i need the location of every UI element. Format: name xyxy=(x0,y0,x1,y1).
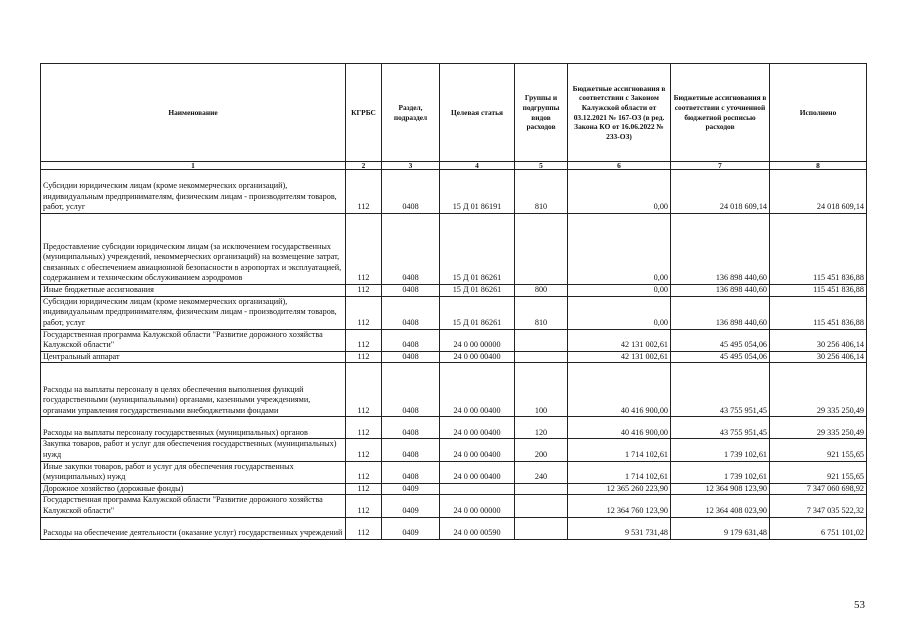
header-row xyxy=(41,64,867,162)
row-budget-law: 12 364 760 123,90 xyxy=(568,495,671,517)
row-budget-revised: 136 898 440,60 xyxy=(671,296,770,329)
table-row xyxy=(41,214,867,285)
row-kgrbs: 112 xyxy=(346,517,382,539)
row-executed: 115 451 836,88 xyxy=(770,285,867,297)
row-budget-law: 1 714 102,61 xyxy=(568,439,671,461)
row-executed: 6 751 101,02 xyxy=(770,517,867,539)
row-budget-law: 0,00 xyxy=(568,214,671,285)
column-number: 8 xyxy=(770,162,867,170)
table-row xyxy=(41,439,867,461)
header-kgrbs: КГРБС xyxy=(346,64,382,162)
row-executed: 921 155,65 xyxy=(770,461,867,483)
row-group xyxy=(515,214,568,285)
row-target: 24 0 00 00000 xyxy=(440,495,515,517)
row-section: 0408 xyxy=(382,296,440,329)
header-section: Раздел, подраздел xyxy=(382,64,440,162)
row-budget-revised: 9 179 631,48 xyxy=(671,517,770,539)
row-section: 0408 xyxy=(382,285,440,297)
row-executed: 29 335 250,49 xyxy=(770,417,867,439)
row-group xyxy=(515,351,568,363)
row-budget-revised: 45 495 054,06 xyxy=(671,351,770,363)
row-budget-revised: 45 495 054,06 xyxy=(671,329,770,351)
row-name: Иные закупки товаров, работ и услуг для обеспечения государственных (муниципальных) нужд xyxy=(41,461,346,483)
row-budget-revised: 43 755 951,45 xyxy=(671,417,770,439)
row-name: Центральный аппарат xyxy=(41,351,346,363)
column-number: 3 xyxy=(382,162,440,170)
row-budget-revised: 1 739 102,61 xyxy=(671,439,770,461)
row-group: 810 xyxy=(515,170,568,214)
row-target: 24 0 00 00400 xyxy=(440,439,515,461)
row-name: Субсидии юридическим лицам (кроме некоммерческих организаций), индивидуальным предпринимателям, физическим лицам - производителям товаров, работ, услуг xyxy=(41,296,346,329)
row-group: 800 xyxy=(515,285,568,297)
row-section: 0408 xyxy=(382,439,440,461)
row-executed: 7 347 060 698,92 xyxy=(770,483,867,495)
row-group xyxy=(515,483,568,495)
table-row xyxy=(41,461,867,483)
row-group: 100 xyxy=(515,363,568,417)
row-target: 24 0 00 00000 xyxy=(440,329,515,351)
row-budget-revised: 136 898 440,60 xyxy=(671,285,770,297)
row-name: Государственная программа Калужской области "Развитие дорожного хозяйства Калужской области" xyxy=(41,329,346,351)
row-group: 200 xyxy=(515,439,568,461)
row-budget-revised: 12 364 408 023,90 xyxy=(671,495,770,517)
row-name: Расходы на выплаты персоналу государственных (муниципальных) органов xyxy=(41,417,346,439)
header-name: Наименование xyxy=(41,64,346,162)
row-target: 24 0 00 00400 xyxy=(440,351,515,363)
row-budget-law: 42 131 002,61 xyxy=(568,329,671,351)
table-row xyxy=(41,483,867,495)
row-target: 15 Д 01 86261 xyxy=(440,296,515,329)
budget-table xyxy=(40,63,867,540)
table-row xyxy=(41,517,867,539)
row-group: 120 xyxy=(515,417,568,439)
row-kgrbs: 112 xyxy=(346,417,382,439)
row-executed: 29 335 250,49 xyxy=(770,363,867,417)
budget-table-sheet xyxy=(40,63,866,540)
row-kgrbs: 112 xyxy=(346,296,382,329)
row-section: 0409 xyxy=(382,495,440,517)
row-budget-law: 40 416 900,00 xyxy=(568,417,671,439)
row-section: 0408 xyxy=(382,170,440,214)
row-group: 810 xyxy=(515,296,568,329)
row-section: 0408 xyxy=(382,461,440,483)
table-row xyxy=(41,329,867,351)
row-executed: 921 155,65 xyxy=(770,439,867,461)
row-kgrbs: 112 xyxy=(346,461,382,483)
row-kgrbs: 112 xyxy=(346,329,382,351)
row-kgrbs: 112 xyxy=(346,214,382,285)
row-group xyxy=(515,517,568,539)
row-name: Закупка товаров, работ и услуг для обеспечения государственных (муниципальных) нужд xyxy=(41,439,346,461)
row-target: 15 Д 01 86261 xyxy=(440,285,515,297)
row-name: Дорожное хозяйство (дорожные фонды) xyxy=(41,483,346,495)
row-budget-revised: 43 755 951,45 xyxy=(671,363,770,417)
column-number: 5 xyxy=(515,162,568,170)
row-kgrbs: 112 xyxy=(346,483,382,495)
row-executed: 7 347 035 522,32 xyxy=(770,495,867,517)
row-section: 0408 xyxy=(382,363,440,417)
row-name: Расходы на выплаты персоналу в целях обеспечения выполнения функций государственными (муниципальными) органами, казенными учреждениями, органами управления государственными внебюджетными фондами xyxy=(41,363,346,417)
row-executed: 30 256 406,14 xyxy=(770,329,867,351)
column-number: 2 xyxy=(346,162,382,170)
row-kgrbs: 112 xyxy=(346,495,382,517)
row-section: 0408 xyxy=(382,417,440,439)
row-budget-law: 9 531 731,48 xyxy=(568,517,671,539)
row-section: 0409 xyxy=(382,517,440,539)
table-body xyxy=(41,170,867,540)
header-groups: Группы и подгруппы видов расходов xyxy=(515,64,568,162)
row-name: Иные бюджетные ассигнования xyxy=(41,285,346,297)
page-number: 53 xyxy=(854,599,865,611)
row-budget-revised: 24 018 609,14 xyxy=(671,170,770,214)
row-name: Государственная программа Калужской области "Развитие дорожного хозяйства Калужской области" xyxy=(41,495,346,517)
header-budget-law: Бюджетные ассигнования в соответствии с Законом Калужской области от 03.12.2021 № 167-ОЗ (в ред. Закона КО от 16.06.2022 № 233-ОЗ) xyxy=(568,64,671,162)
row-name: Субсидии юридическим лицам (кроме некоммерческих организаций), индивидуальным предпринимателям, физическим лицам - производителям товаров, работ, услуг xyxy=(41,170,346,214)
header-executed: Исполнено xyxy=(770,64,867,162)
row-section: 0408 xyxy=(382,351,440,363)
column-number: 1 xyxy=(41,162,346,170)
table-row xyxy=(41,495,867,517)
row-budget-law: 40 416 900,00 xyxy=(568,363,671,417)
row-section: 0408 xyxy=(382,214,440,285)
table-row xyxy=(41,363,867,417)
row-budget-law: 0,00 xyxy=(568,296,671,329)
table-row xyxy=(41,417,867,439)
column-number: 4 xyxy=(440,162,515,170)
row-executed: 115 451 836,88 xyxy=(770,214,867,285)
row-budget-law: 42 131 002,61 xyxy=(568,351,671,363)
row-kgrbs: 112 xyxy=(346,363,382,417)
column-number-row xyxy=(41,162,867,170)
row-target: 15 Д 01 86261 xyxy=(440,214,515,285)
row-name: Предоставление субсидии юридическим лицам (за исключением государственных (муниципальных) учреждений, некоммерческих организаций) на возмещение затрат, связанных с обеспечением авиационной безопасности в аэропортах и эксплуатацией, содержанием и техническим обслуживанием аэродромов xyxy=(41,214,346,285)
row-target: 24 0 00 00400 xyxy=(440,363,515,417)
table-row xyxy=(41,170,867,214)
row-budget-law: 0,00 xyxy=(568,170,671,214)
header-budget-revised: Бюджетные ассигнования в соответствии с уточненной бюджетной росписью расходов xyxy=(671,64,770,162)
table-row xyxy=(41,351,867,363)
row-kgrbs: 112 xyxy=(346,351,382,363)
row-target: 24 0 00 00590 xyxy=(440,517,515,539)
row-executed: 115 451 836,88 xyxy=(770,296,867,329)
header-target: Целевая статья xyxy=(440,64,515,162)
row-kgrbs: 112 xyxy=(346,170,382,214)
row-target: 24 0 00 00400 xyxy=(440,417,515,439)
row-name: Расходы на обеспечение деятельности (оказание услуг) государственных учреждений xyxy=(41,517,346,539)
row-target: 24 0 00 00400 xyxy=(440,461,515,483)
row-budget-revised: 136 898 440,60 xyxy=(671,214,770,285)
column-number: 7 xyxy=(671,162,770,170)
row-executed: 24 018 609,14 xyxy=(770,170,867,214)
row-section: 0408 xyxy=(382,329,440,351)
row-group xyxy=(515,495,568,517)
row-budget-law: 1 714 102,61 xyxy=(568,461,671,483)
table-row xyxy=(41,285,867,297)
column-number: 6 xyxy=(568,162,671,170)
row-budget-revised: 12 364 908 123,90 xyxy=(671,483,770,495)
row-budget-revised: 1 739 102,61 xyxy=(671,461,770,483)
row-budget-law: 12 365 260 223,90 xyxy=(568,483,671,495)
row-kgrbs: 112 xyxy=(346,285,382,297)
row-target xyxy=(440,483,515,495)
row-group xyxy=(515,329,568,351)
row-executed: 30 256 406,14 xyxy=(770,351,867,363)
row-target: 15 Д 01 86191 xyxy=(440,170,515,214)
table-row xyxy=(41,296,867,329)
row-kgrbs: 112 xyxy=(346,439,382,461)
row-group: 240 xyxy=(515,461,568,483)
row-section: 0409 xyxy=(382,483,440,495)
row-budget-law: 0,00 xyxy=(568,285,671,297)
